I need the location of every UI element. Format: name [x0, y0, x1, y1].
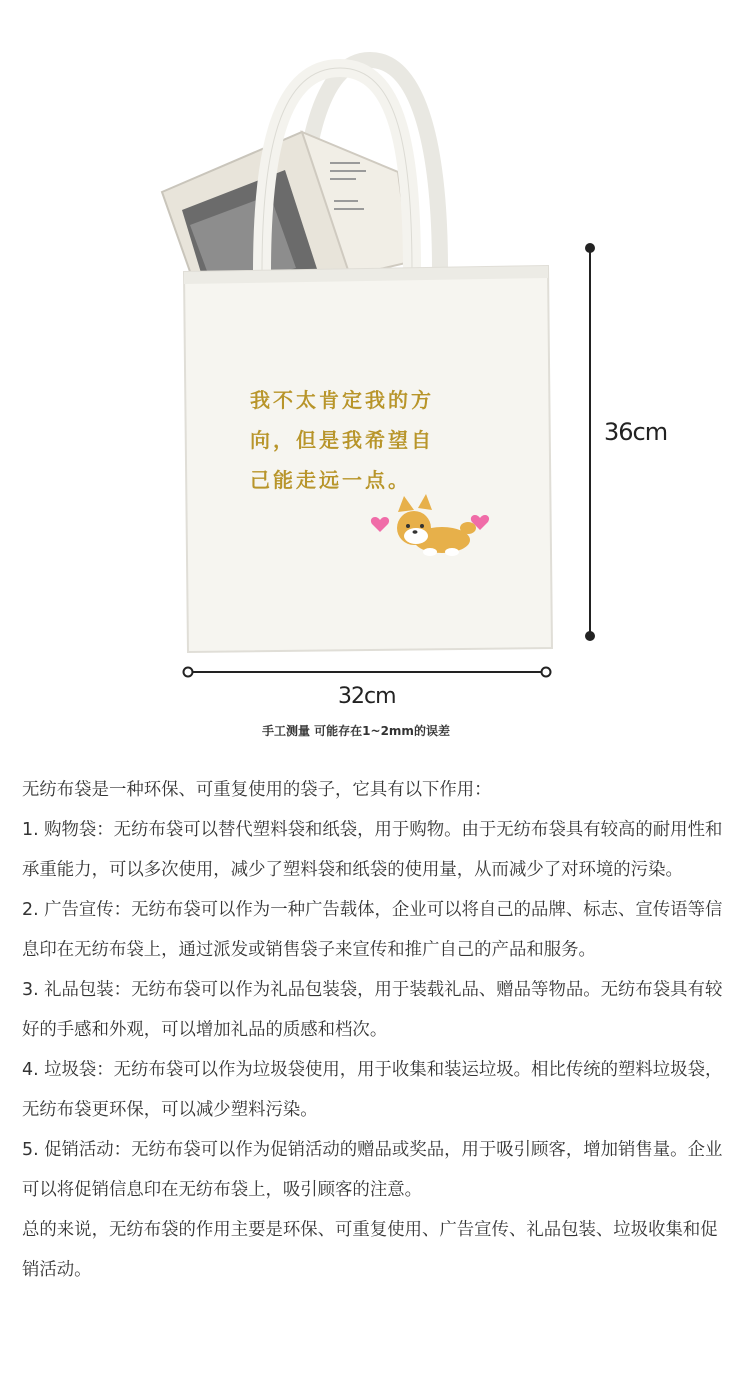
height-label: 36cm [604, 418, 668, 446]
description-point: 3. 礼品包装：无纺布袋可以作为礼品包装袋，用于装载礼品、赠品等物品。无纺布袋具有较好的手感和外观，可以增加礼品的质感和档次。 [22, 980, 723, 1040]
measurement-note: 手工测量 可能存在1~2mm的误差 [262, 724, 450, 738]
bag-print-line: 我不太肯定我的方 [250, 388, 434, 412]
description-point: 4. 垃圾袋：无纺布袋可以作为垃圾袋使用，用于收集和装运垃圾。相比传统的塑料垃圾袋，无纺布袋更环保，可以减少塑料污染。 [22, 1060, 723, 1120]
width-label: 32cm [338, 684, 396, 709]
description-intro: 无纺布袋是一种环保、可重复使用的袋子，它具有以下作用： [22, 780, 492, 800]
width-measure-line [184, 668, 551, 677]
bag-print-line: 己能走远一点。 [250, 468, 411, 492]
bag-print-text [250, 380, 490, 500]
description-point: 5. 促销活动：无纺布袋可以作为促销活动的赠品或奖品，用于吸引顾客，增加销售量。企业可以将促销信息印在无纺布袋上，吸引顾客的注意。 [22, 1140, 723, 1200]
description-conclusion: 总的来说，无纺布袋的作用主要是环保、可重复使用、广告宣传、礼品包装、垃圾收集和促销活动。 [22, 1220, 718, 1280]
description-point: 2. 广告宣传：无纺布袋可以作为一种广告载体，企业可以将自己的品牌、标志、宣传语等信息印在无纺布袋上，通过派发或销售袋子来宣传和推广自己的产品和服务。 [22, 900, 723, 960]
height-measure-line [585, 243, 595, 641]
description-point: 1. 购物袋：无纺布袋可以替代塑料袋和纸袋，用于购物。由于无纺布袋具有较高的耐用性和承重能力，可以多次使用，减少了塑料袋和纸袋的使用量，从而减少了对环境的污染。 [22, 820, 723, 880]
bag-print-line: 向，但是我希望自 [250, 428, 434, 452]
description [22, 770, 728, 1290]
